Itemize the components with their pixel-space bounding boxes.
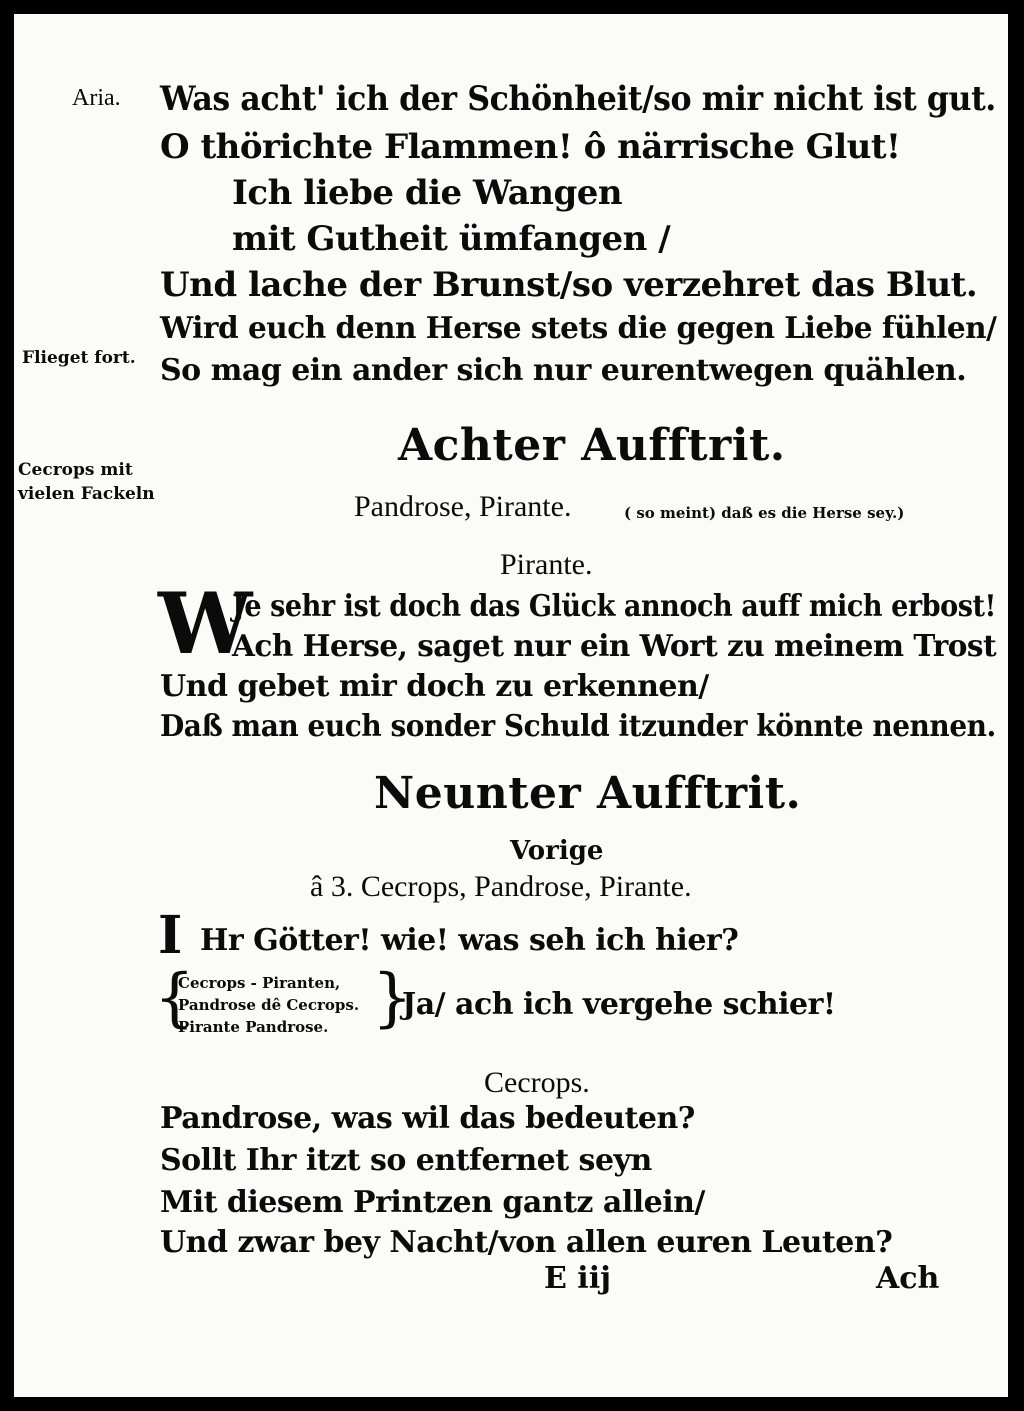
scene8-cast-note: ( so meint) daß es die Herse sey.)	[624, 504, 905, 522]
scene9-speaker: Cecrops.	[484, 1066, 590, 1099]
trio-2: Pandrose dê Cecrops.	[178, 996, 360, 1014]
aria-line-5: Und lache der Brunst/so verzehret das Blut.	[160, 265, 978, 305]
right-brace: }	[372, 961, 413, 1035]
scene8-title: Achter Aufftrit.	[398, 420, 786, 471]
scene8-margin-note-2: vielen Fackeln	[18, 484, 155, 504]
scene8-speaker: Pirante.	[500, 548, 593, 581]
scene8-line-2: Ach Herse, saget nur ein Wort zu meinem Trost	[232, 629, 997, 664]
aria-line-3: Ich liebe die Wangen	[232, 173, 623, 213]
trio-line: Ja/ ach ich vergehe schier!	[402, 987, 836, 1022]
scene8-line-4: Daß man euch sonder Schuld itzunder könnte nennen.	[160, 709, 996, 744]
scene9-line-1: Hr Götter! wie! was seh ich hier?	[200, 923, 739, 958]
signature-mark: E iij	[544, 1261, 611, 1296]
scene8-dropcap: W	[158, 574, 253, 673]
scene9-cast: â 3. Cecrops, Pandrose, Pirante.	[310, 870, 692, 903]
scene8-line-1: Je sehr ist doch das Glück annoch auff mich erbost!	[232, 589, 996, 624]
aria-label: Aria.	[72, 85, 121, 111]
catchword: Ach	[876, 1261, 940, 1296]
margin-note-fliegt: Flieget fort.	[22, 348, 136, 368]
book-page	[14, 14, 1008, 1397]
left-brace: {	[154, 961, 195, 1035]
scene8-cast: Pandrose, Pirante.	[354, 490, 572, 523]
scene9-line-4: Mit diesem Printzen gantz allein/	[160, 1185, 705, 1220]
scene9-subtitle: Vorige	[510, 836, 604, 866]
trio-1: Cecrops - Piranten,	[178, 974, 341, 992]
scene9-title: Neunter Aufftrit.	[374, 768, 802, 819]
scene9-line-3: Sollt Ihr itzt so entfernet seyn	[160, 1143, 652, 1178]
aria-line-2: O thörichte Flammen! ô närrische Glut!	[160, 127, 901, 167]
exit-line-1: Wird euch denn Herse stets die gegen Liebe fühlen/	[160, 311, 997, 346]
scene8-margin-note-1: Cecrops mit	[18, 460, 133, 480]
exit-line-2: So mag ein ander sich nur eurentwegen quählen.	[160, 353, 967, 388]
scene8-line-3: Und gebet mir doch zu erkennen/	[160, 669, 709, 704]
trio-3: Pirante Pandrose.	[178, 1018, 329, 1036]
aria-line-4: mit Gutheit ümfangen /	[232, 219, 671, 259]
scene9-line-5: Und zwar bey Nacht/von allen euren Leuten?	[160, 1225, 893, 1260]
aria-line-1: Was acht' ich der Schönheit/so mir nicht ist gut.	[160, 79, 996, 119]
scene9-dropcap: I	[158, 905, 183, 966]
scene9-line-2: Pandrose, was wil das bedeuten?	[160, 1101, 695, 1136]
